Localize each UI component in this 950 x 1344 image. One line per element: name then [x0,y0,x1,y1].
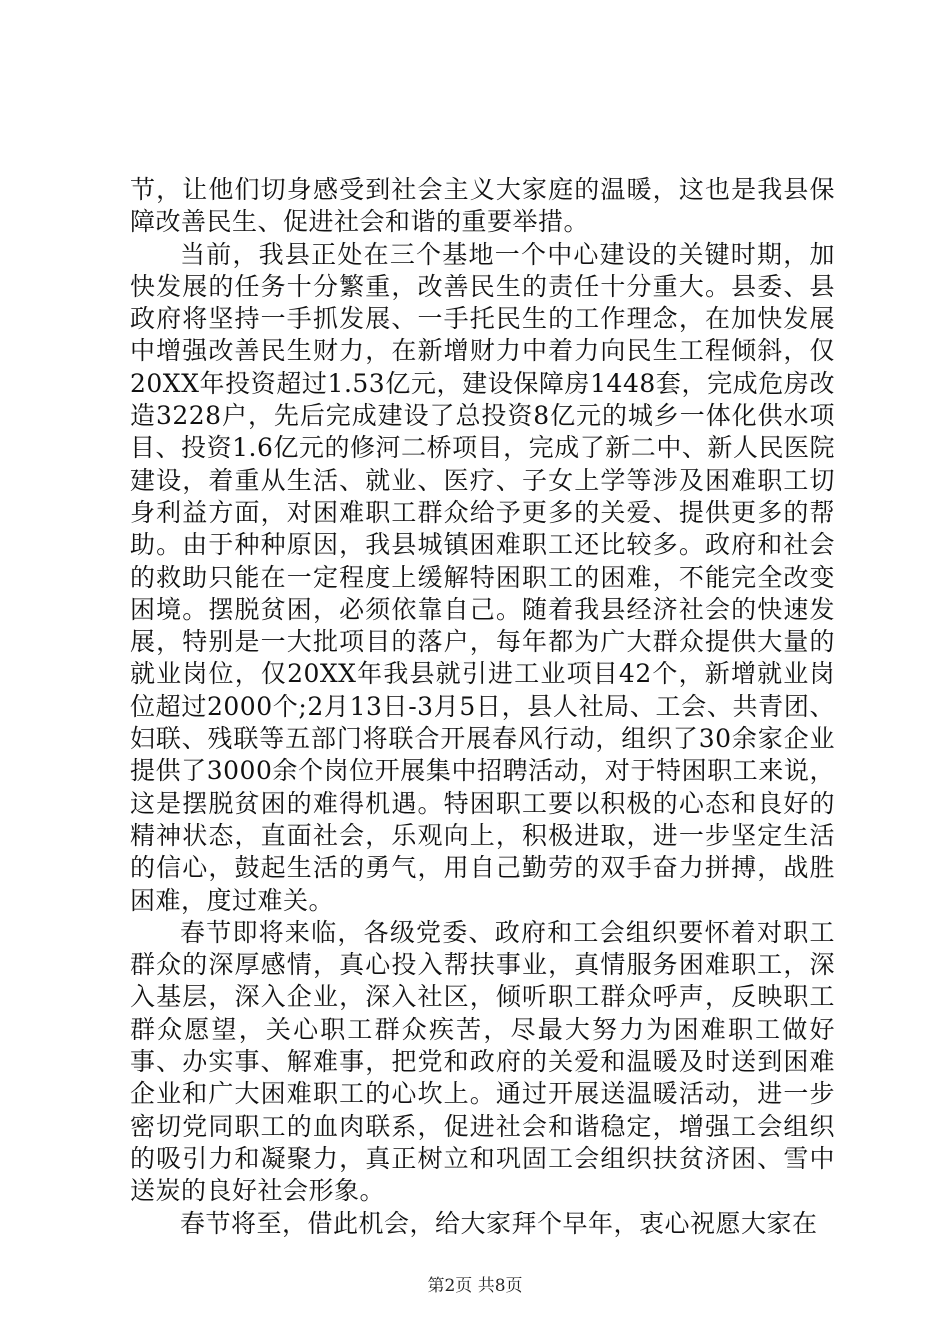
document-body [130,174,835,1240]
paragraph-3: 春节即将来临，各级党委、政府和工会组织要怀着对职工群众的深厚感情，真心投入帮扶事业，真情服务困难职工，深入基层，深入企业，深入社区，倾听职工群众呼声，反映职工群众愿望，关心职工群众疾苦，尽最大努力为困难职工做好事、办实事、解难事，把党和政府的关爱和温暖及时送到困难企业和广大困难职工的心坎上。通过开展送温暖活动，进一步密切党同职工的血肉联系，促进社会和谐稳定，增强工会组织的吸引力和凝聚力，真正树立和巩固工会组织扶贫济困、雪中送炭的良好社会形象。 [130,917,835,1206]
page-footer: 第2页 共8页 [427,1276,523,1296]
paragraph-4: 春节将至，借此机会，给大家拜个早年，衷心祝愿大家在 [180,1208,818,1238]
paragraph-2: 当前，我县正处在三个基地一个中心建设的关键时期，加快发展的任务十分繁重，改善民生的责任十分重大。县委、县政府将坚持一手抓发展、一手托民生的工作理念，在加快发展中增强改善民生财力，在新增财力中着力向民生工程倾斜，仅20XX年投资超过1.53亿元，建设保障房1448套，完成危房改造3228户，先后完成建设了总投资8亿元的城乡一体化供水项目、投资1.6亿元的修河二桥项目，完成了新二中、新人民医院建设，着重从生活、就业、医疗、子女上学等涉及困难职工切身利益方面，对困难职工群众给予更多的关爱、提供更多的帮助。由于种种原因，我县城镇困难职工还比较多。政府和社会的救助只能在一定程度上缓解特困职工的困难，不能完全改变困境。摆脱贫困，必须依靠自己。随着我县经济社会的快速发展，特别是一大批项目的落户，每年都为广大群众提供大量的就业岗位，仅20XX年我县就引进工业项目42个，新增就业岗位超过2000个;2月13日-3月5日，县人社局、工会、共青团、妇联、残联等五部门将联合开展春风行动，组织了30余家企业提供了3000余个岗位开展集中招聘活动，对于特困职工来说，这是摆脱贫困的难得机遇。特困职工要以积极的心态和良好的精神状态，直面社会，乐观向上，积极进取，进一步坚定生活的信心，鼓起生活的勇气，用自己勤劳的双手奋力拼搏，战胜困难，度过难关。 [130,239,835,915]
paragraph-1: 节，让他们切身感受到社会主义大家庭的温暖，这也是我县保障改善民生、促进社会和谐的重要举措。 [130,175,835,237]
